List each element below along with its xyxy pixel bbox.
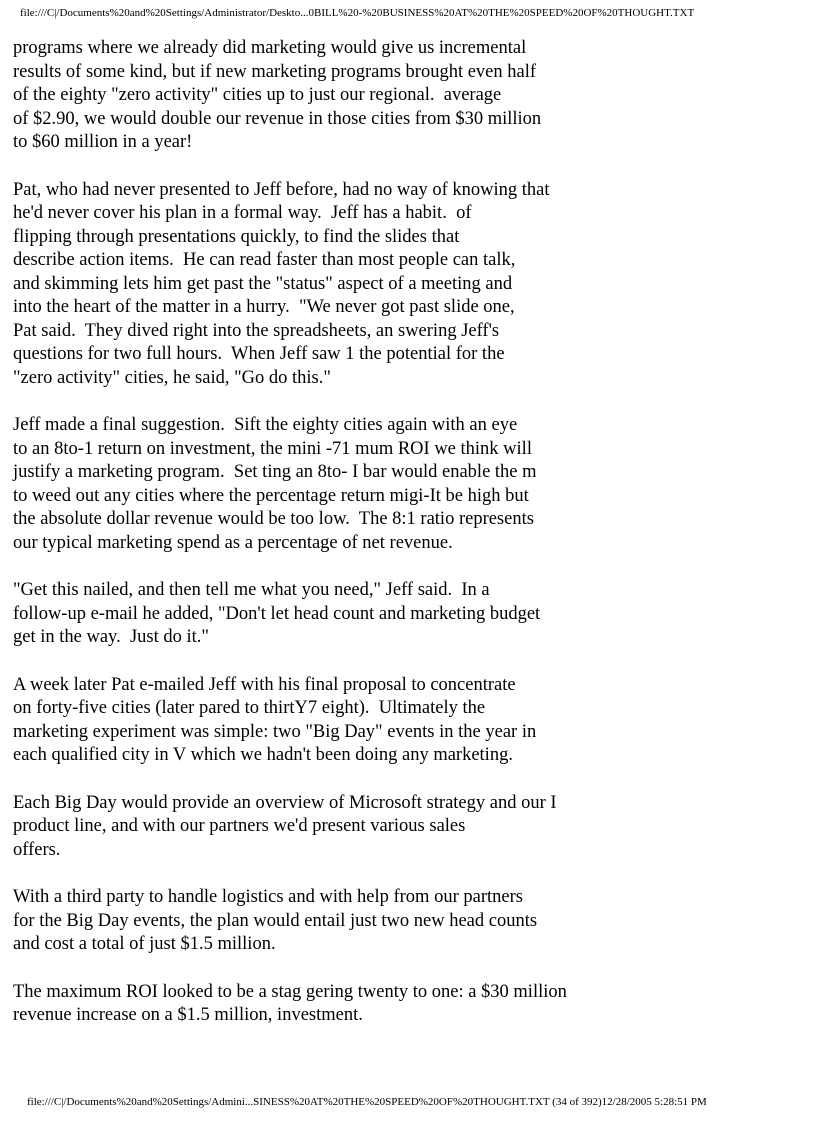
paragraph [13, 37, 803, 155]
paragraph [13, 886, 803, 957]
text-line: on forty-five cities (later pared to thirtY7 eight). Ultimately the [13, 698, 486, 718]
text-line: for the Big Day events, the plan would entail just two new head counts [13, 910, 538, 931]
text-line: With a third party to handle logistics and with help from our partners [13, 887, 523, 907]
text-line: follow-up e-mail he added, "Don't let head count and marketing budget [13, 603, 541, 624]
text-line: Pat, who had never presented to Jeff before, had no way of knowing that [13, 179, 550, 200]
text-line: to an 8to-1 return on investment, the mini -71 mum ROI we think will [13, 438, 532, 459]
document-body [13, 37, 803, 1052]
text-line: to $60 million in a year! [13, 132, 193, 152]
text-line: Pat said. They dived right into the spreadsheets, an swering Jeff's [13, 320, 500, 341]
text-line: Jeff made a final suggestion. Sift the eighty cities again with an eye [13, 415, 518, 435]
text-line: flipping through presentations quickly, to find the slides that [13, 226, 460, 247]
text-line: of $2.90, we would double our revenue in those cities from $30 million [13, 108, 542, 129]
text-line: A week later Pat e-mailed Jeff with his final proposal to concentrate [13, 674, 516, 695]
text-line: results of some kind, but if new marketing programs brought even half [13, 61, 537, 82]
paragraph [13, 674, 803, 768]
text-line: our typical marketing spend as a percentage of net revenue. [13, 532, 453, 553]
text-line: revenue increase on a $1.5 million, investment. [13, 1005, 363, 1025]
text-line: and skimming lets him get past the "status" aspect of a meeting and [13, 273, 513, 294]
text-line: to weed out any cities where the percentage return migi-It be high but [13, 485, 529, 506]
paragraph [13, 579, 803, 650]
text-line: offers. [13, 839, 61, 860]
text-line: Each Big Day would provide an overview of Microsoft strategy and our I [13, 792, 557, 813]
text-line: each qualified city in V which we hadn't been doing any marketing. [13, 745, 513, 765]
text-line: product line, and with our partners we'd present various sales [13, 816, 466, 836]
paragraph [13, 179, 803, 391]
page-footer: file:///C|/Documents%20and%20Settings/Admini...SINESS%20AT%20THE%20SPEED%20OF%20THOUGHT.TXT (34 of 392)12/28/2005 5:28:51 PM [27, 1096, 707, 1108]
page-header-path: file:///C|/Documents%20and%20Settings/Administrator/Deskto...0BILL%20-%20BUSINESS%20AT%20THE%20SPEED%20OF%20THOUGHT.TXT [20, 7, 695, 19]
text-line: the absolute dollar revenue would be too low. The 8:1 ratio represents [13, 509, 534, 529]
text-line: marketing experiment was simple: two "Big Day" events in the year in [13, 721, 537, 742]
text-line: justify a marketing program. Set ting an 8to- I bar would enable the m [13, 462, 537, 482]
text-line: get in the way. Just do it." [13, 627, 209, 647]
text-line: "Get this nailed, and then tell me what you need," Jeff said. In a [13, 580, 490, 600]
paragraph [13, 792, 803, 863]
text-line: programs where we already did marketing would give us incremental [13, 38, 527, 58]
text-line: into the heart of the matter in a hurry. "We never got past slide one, [13, 297, 515, 317]
paragraph [13, 981, 803, 1028]
paragraph [13, 414, 803, 555]
text-line: of the eighty "zero activity" cities up to just our regional. average [13, 85, 502, 105]
text-line: "zero activity" cities, he said, "Go do this." [13, 367, 331, 388]
text-line: The maximum ROI looked to be a stag gering twenty to one: a $30 million [13, 981, 567, 1002]
text-line: describe action items. He can read faster than most people can talk, [13, 250, 516, 270]
text-line: he'd never cover his plan in a formal way. Jeff has a habit. of [13, 203, 472, 223]
text-line: and cost a total of just $1.5 million. [13, 934, 276, 954]
text-line: questions for two full hours. When Jeff saw 1 the potential for the [13, 344, 505, 364]
